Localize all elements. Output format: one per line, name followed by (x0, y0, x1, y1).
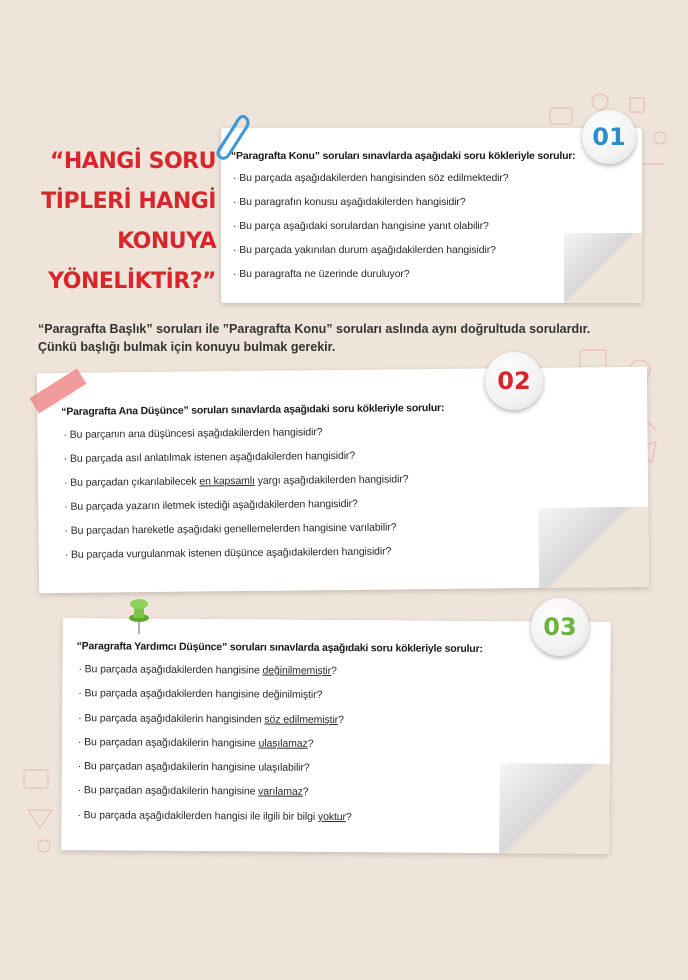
list-item (64, 449, 409, 477)
list-item (77, 809, 351, 835)
headline-line-3: KONUYA (117, 229, 216, 254)
list-item: · Bu parça aşağıdaki sorulardan hangisine yanıt olabilir? (233, 220, 509, 244)
question-text: Bu parçadan aşağıdakilerin hangisine (84, 736, 259, 750)
list-item (77, 785, 351, 811)
section-3-question-list (77, 663, 352, 835)
tape-icon (26, 368, 90, 418)
question-text: Bu parçada aşağıdakilerden hangisine (84, 663, 263, 677)
question-text: Bu parçada asıl anlatılmak istenen aşağıdakilerden hangisidir? (69, 449, 356, 465)
paperclip-icon (208, 112, 250, 160)
list-item (63, 425, 408, 453)
list-item: · Bu paragrafın konusu aşağıdakilerden hangisidir? (233, 196, 509, 220)
middle-text-line-1: “Paragrafta Başlık” soruları ile ”Paragrafta Konu” soruları aslında aynı doğrultuda sorulardır. (38, 322, 591, 336)
question-underlined: söz edilmemiştir (264, 713, 339, 726)
page-curl (564, 233, 642, 303)
question-text: Bu parçada vurgulanmak istenen düşünce aşağıdakilerden hangisidir? (70, 545, 392, 561)
question-text: Bu parçada aşağıdakilerin hangisinden (84, 711, 265, 726)
question-text: yargı aşağıdakilerden hangisidir? (254, 473, 409, 487)
headline (30, 142, 216, 302)
section-1-question-list (233, 172, 509, 292)
question-text: Bu parçanın ana düşüncesi aşağıdakilerden hangisidir? (69, 426, 323, 441)
question-text: ? (338, 713, 344, 726)
question-text: Bu parçada yazarın iletmek istediği aşağıdakilerden hangisidir? (70, 497, 358, 513)
question-underlined: en kapsamlı (199, 474, 255, 488)
question-text: ? (307, 737, 314, 750)
list-item (78, 736, 352, 762)
question-text: Bu parçada aşağıdakilerden hangisi ile ilgili bir bilgi (83, 809, 318, 823)
question-text: Bu parçadan aşağıdakilerin hangisine (83, 784, 259, 798)
question-text: Bu parçadan çıkarılabilecek (70, 475, 200, 489)
section-1-number-badge: 01 (582, 110, 636, 164)
section-2-intro: “Paragrafta Ana Düşünce” soruları sınavlarda aşağıdaki soru kökleriyle sorulur: (61, 401, 445, 418)
question-text: ? (331, 664, 337, 678)
list-item (64, 497, 409, 525)
section-3-card (61, 618, 611, 854)
section-2-card (37, 367, 649, 593)
list-item (64, 521, 409, 549)
question-text: ? (302, 786, 309, 799)
section-1-intro: “Paragrafta Konu” soruları sınavlarda aşağıdaki soru kökleriyle sorulur: (231, 150, 576, 162)
section-1-card (221, 128, 642, 303)
list-item: · Bu parçada yakınılan durum aşağıdakilerden hangisidir? (233, 244, 509, 268)
section-3-intro: “Paragrafta Yardımcı Düşünce” soruları sınavlarda aşağıdaki soru kökleriyle sorulur: (76, 640, 483, 656)
page-curl (499, 763, 610, 854)
question-text: Bu parçadan hareketle aşağıdaki genellemelerden hangisine varılabilir? (70, 521, 397, 537)
headline-line-2: TİPLERİ HANGİ (41, 189, 216, 214)
list-item (78, 663, 352, 689)
question-text: ? (345, 810, 352, 823)
middle-text (38, 320, 678, 356)
list-item (78, 712, 352, 738)
page-curl (538, 507, 649, 588)
question-underlined: varılamaz (258, 785, 303, 799)
list-item (64, 473, 409, 501)
section-2-number-badge: 02 (485, 352, 543, 410)
list-item: · Bu parçada aşağıdakilerden hangisinden söz edilmektedir? (233, 172, 509, 196)
question-underlined: ulaşılamaz (258, 737, 308, 750)
section-3-number-badge: 03 (531, 598, 589, 656)
middle-text-line-2: Çünkü başlığı bulmak için konuyu bulmak gerekir. (38, 340, 336, 354)
list-item: · Bu paragrafta ne üzerinde duruluyor? (233, 268, 509, 292)
headline-line-1: “HANGİ SORU (49, 149, 216, 174)
list-item (65, 545, 410, 573)
push-pin-icon (124, 596, 154, 636)
question-text: Bu parçada aşağıdakilerden hangisine değinilmiştir? (84, 687, 323, 702)
question-underlined: değinilmemiştir (262, 664, 332, 677)
headline-line-4: YÖNELİKTİR?” (48, 269, 216, 294)
section-2-question-list (63, 425, 409, 573)
question-text: Bu parçadan aşağıdakilerin hangisine ulaşılabilir? (83, 760, 310, 775)
list-item (78, 687, 352, 713)
list-item (78, 760, 352, 786)
question-underlined: yoktur (317, 810, 346, 823)
